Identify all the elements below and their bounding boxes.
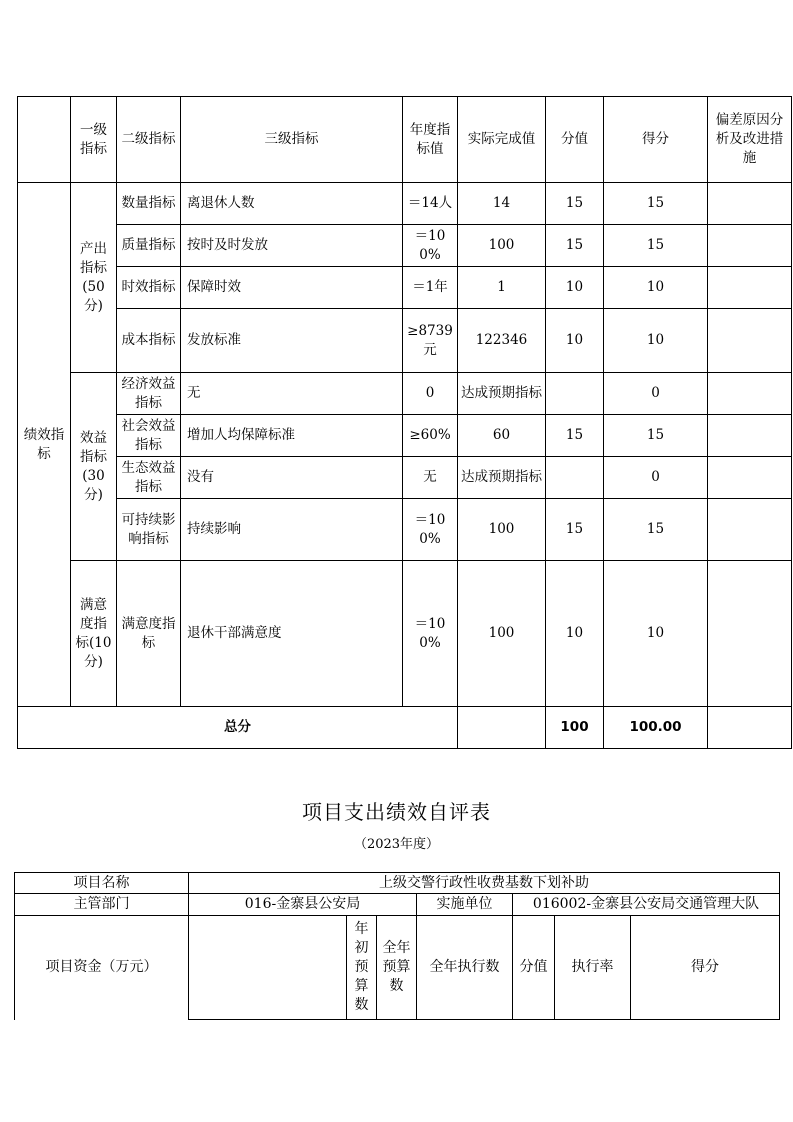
table-cell-actual: 达成预期指标 (458, 457, 546, 499)
table-cell-value: 15 (546, 183, 604, 225)
col-initial-budget: 年初预算数 (347, 916, 377, 1020)
total-score: 100.00 (604, 707, 708, 749)
table-cell-target: ＝14人 (403, 183, 458, 225)
table-cell-score: 0 (604, 457, 708, 499)
table-cell-actual: 100 (458, 499, 546, 561)
project-name-label: 项目名称 (15, 873, 189, 894)
table-cell-score: 10 (604, 309, 708, 373)
table-cell-level3: 没有 (181, 457, 403, 499)
table-cell-target: ＝100% (403, 225, 458, 267)
category-satisfaction: 满意度指标(10分) (71, 561, 117, 707)
performance-indicator-table (17, 96, 792, 749)
table-cell-score: 15 (604, 183, 708, 225)
table-cell-deviation (708, 183, 792, 225)
table-cell-deviation (708, 373, 792, 415)
table-cell-score: 10 (604, 267, 708, 309)
table-cell-level3: 退休干部满意度 (181, 561, 403, 707)
header-level2: 二级指标 (117, 97, 181, 183)
table-cell-target: ＝100% (403, 561, 458, 707)
table-cell-score: 15 (604, 225, 708, 267)
table-cell-target: ＝100% (403, 499, 458, 561)
table-cell-level3: 持续影响 (181, 499, 403, 561)
table-cell-deviation (708, 457, 792, 499)
table-cell-level2: 可持续影响指标 (117, 499, 181, 561)
table-cell-deviation (708, 561, 792, 707)
table-cell-value: 15 (546, 415, 604, 457)
header-deviation: 偏差原因分析及改进措施 (708, 97, 792, 183)
header-level3: 三级指标 (181, 97, 403, 183)
report-title: 项目支出绩效自评表 (302, 800, 491, 824)
report-year: （2023年度） (353, 837, 440, 852)
table-cell-level2: 成本指标 (117, 309, 181, 373)
table-cell-actual: 1 (458, 267, 546, 309)
table-cell-level2: 时效指标 (117, 267, 181, 309)
table-cell-level3: 发放标准 (181, 309, 403, 373)
category-output: 产出指标(50分) (71, 183, 117, 373)
dept-label: 主管部门 (15, 894, 189, 916)
table-cell-actual: 14 (458, 183, 546, 225)
group-label-performance: 绩效指标 (18, 183, 71, 707)
total-blank (458, 707, 546, 749)
table-cell-score: 0 (604, 373, 708, 415)
funds-blank (189, 916, 347, 1020)
table-cell-value: 10 (546, 267, 604, 309)
table-cell-value: 10 (546, 309, 604, 373)
table-cell-deviation (708, 309, 792, 373)
table-cell-value (546, 373, 604, 415)
table-cell-actual: 100 (458, 561, 546, 707)
table-cell-actual: 60 (458, 415, 546, 457)
table-cell-level2: 质量指标 (117, 225, 181, 267)
category-benefit: 效益指标(30分) (71, 373, 117, 561)
table-cell-score: 15 (604, 499, 708, 561)
header-actual: 实际完成值 (458, 97, 546, 183)
header-level1: 一级指标 (71, 97, 117, 183)
total-label: 总分 (18, 707, 458, 749)
col-full-budget: 全年预算数 (377, 916, 417, 1020)
table-cell-target: 0 (403, 373, 458, 415)
funds-label: 项目资金（万元） (15, 916, 189, 1020)
total-value: 100 (546, 707, 604, 749)
table-cell-level2: 生态效益指标 (117, 457, 181, 499)
table-cell-actual: 100 (458, 225, 546, 267)
corner-cell (18, 97, 71, 183)
table-cell-value (546, 457, 604, 499)
table-cell-score: 10 (604, 561, 708, 707)
table-cell-score: 15 (604, 415, 708, 457)
table-cell-level3: 无 (181, 373, 403, 415)
project-name-value: 上级交警行政性收费基数下划补助 (189, 873, 780, 894)
project-info-table (14, 872, 780, 1020)
header-score: 得分 (604, 97, 708, 183)
table-cell-level2: 社会效益指标 (117, 415, 181, 457)
table-cell-level3: 保障时效 (181, 267, 403, 309)
col-value: 分值 (513, 916, 555, 1020)
header-score-value: 分值 (546, 97, 604, 183)
table-cell-level3: 按时及时发放 (181, 225, 403, 267)
table-cell-target: 无 (403, 457, 458, 499)
table-cell-value: 15 (546, 225, 604, 267)
col-rate: 执行率 (555, 916, 631, 1020)
impl-value: 016002-金寨县公安局交通管理大队 (513, 894, 780, 916)
header-annual-target: 年度指标值 (403, 97, 458, 183)
table-cell-deviation (708, 225, 792, 267)
table-cell-level3: 离退休人数 (181, 183, 403, 225)
total-deviation-blank (708, 707, 792, 749)
table-cell-level3: 增加人均保障标准 (181, 415, 403, 457)
table-cell-target: ≥60% (403, 415, 458, 457)
table-cell-actual: 达成预期指标 (458, 373, 546, 415)
col-score: 得分 (631, 916, 780, 1020)
col-exec: 全年执行数 (417, 916, 513, 1020)
table-cell-target: ≥8739元 (403, 309, 458, 373)
table-cell-level2: 经济效益指标 (117, 373, 181, 415)
table-cell-value: 10 (546, 561, 604, 707)
table-cell-deviation (708, 499, 792, 561)
table-cell-actual: 122346 (458, 309, 546, 373)
table-cell-deviation (708, 415, 792, 457)
table-cell-level2: 数量指标 (117, 183, 181, 225)
table-cell-level2: 满意度指标 (117, 561, 181, 707)
dept-value: 016-金寨县公安局 (189, 894, 417, 916)
impl-label: 实施单位 (417, 894, 513, 916)
table-cell-target: ＝1年 (403, 267, 458, 309)
table-cell-deviation (708, 267, 792, 309)
table-cell-value: 15 (546, 499, 604, 561)
